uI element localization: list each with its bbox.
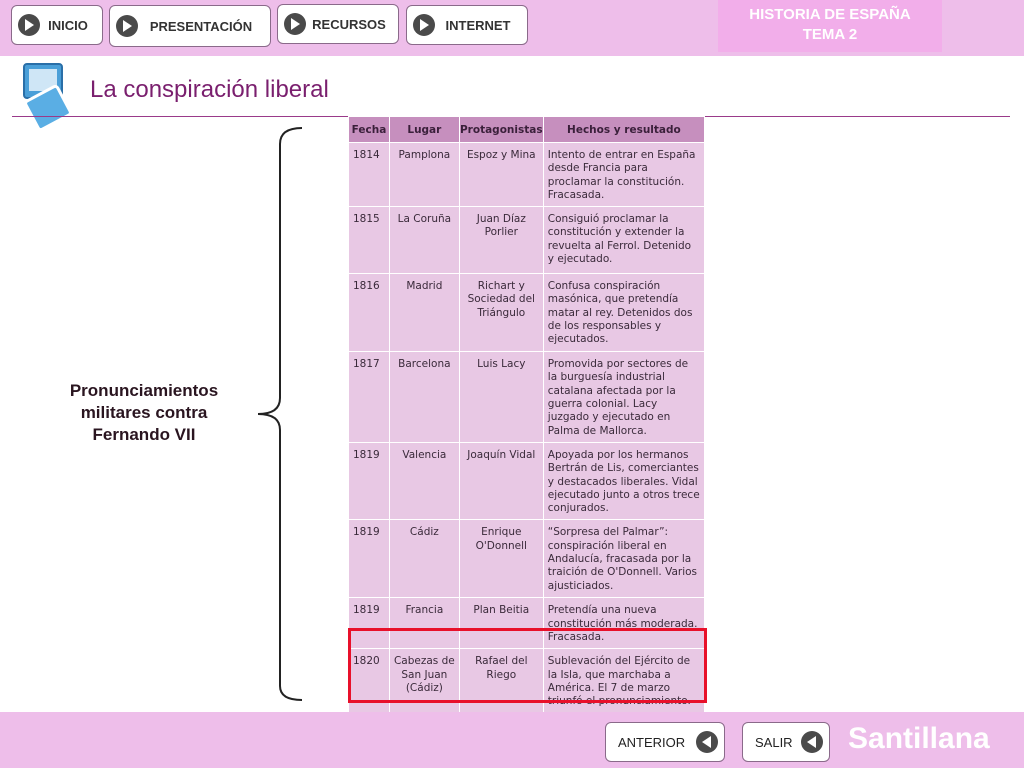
internet-label: INTERNET (445, 17, 511, 33)
play-icon (116, 15, 138, 37)
highlight-box (348, 628, 707, 703)
recursos-label: RECURSOS (312, 16, 386, 32)
cell-hechos: Confusa conspiración masónica, que pretendía matar al rey. Detenidos dos de los responsables y ejecutados. (543, 274, 704, 352)
table-header-row (349, 117, 705, 143)
cell-lugar: Francia (389, 598, 459, 649)
course-unit: TEMA 2 (802, 26, 858, 43)
recursos-button[interactable] (277, 4, 399, 44)
salir-label: SALIR (755, 734, 793, 750)
back-arrow-icon (801, 731, 823, 753)
cell-lugar: Valencia (389, 442, 459, 519)
cell-fecha: 1817 (349, 352, 390, 443)
cell-hechos: Sublevación del Ejército de la Isla, que marchaba a América. El 7 de marzo triunfó el pronunciamiento. (543, 649, 704, 723)
cell-fecha: 1816 (349, 274, 390, 352)
anterior-button[interactable] (605, 722, 725, 762)
cell-protagonistas: Espoz y Mina (459, 143, 543, 207)
cell-hechos: Consiguió proclamar la constitución y extender la revuelta al Ferrol. Detenido y ejecutado. (543, 207, 704, 274)
cell-hechos: Intento de entrar en España desde Francia para proclamar la constitución. Fracasada. (543, 143, 704, 207)
cell-lugar: Cádiz (389, 520, 459, 598)
side-label-line: militares contra (80, 403, 208, 422)
curly-brace-icon (252, 124, 304, 704)
cell-lugar: Cabezas de San Juan (Cádiz) (389, 649, 459, 723)
play-icon (18, 14, 40, 36)
cell-fecha: 1815 (349, 207, 390, 274)
internet-button[interactable] (406, 5, 528, 45)
table-row (349, 520, 705, 598)
cell-fecha: 1819 (349, 442, 390, 519)
course-label (718, 0, 942, 52)
column-header-fecha: Fecha (349, 117, 390, 143)
slides-icon (18, 62, 74, 134)
cell-protagonistas: Luis Lacy (459, 352, 543, 443)
table-row (349, 352, 705, 443)
presentacion-button[interactable] (109, 5, 271, 47)
cell-hechos: Pretendía una nueva constitución más moderada. Fracasada. (543, 598, 704, 649)
play-icon (284, 13, 306, 35)
table-row (349, 143, 705, 207)
cell-fecha: 1819 (349, 598, 390, 649)
cell-fecha: 1814 (349, 143, 390, 207)
cell-protagonistas: Juan Díaz Porlier (459, 207, 543, 274)
cell-hechos: Promovida por sectores de la burguesía industrial catalana afectada por la guerra colonial. Lacy juzgado y ejecutado en Palma de Mallorca. (543, 352, 704, 443)
inicio-button[interactable] (11, 5, 103, 45)
cell-protagonistas: Plan Beitia (459, 598, 543, 649)
cell-fecha: 1820 (349, 649, 390, 723)
cell-fecha: 1819 (349, 520, 390, 598)
play-icon (413, 14, 435, 36)
salir-button[interactable] (742, 722, 830, 762)
cell-lugar: La Coruña (389, 207, 459, 274)
column-header-lugar: Lugar (389, 117, 459, 143)
brand-logo: Santillana (848, 722, 990, 755)
cell-lugar: Pamplona (389, 143, 459, 207)
cell-protagonistas: Enrique O'Donnell (459, 520, 543, 598)
back-arrow-icon (696, 731, 718, 753)
cell-protagonistas: Rafael del Riego (459, 649, 543, 723)
side-label (44, 380, 244, 446)
cell-hechos: “Sorpresa del Palmar”: conspiración liberal en Andalucía, fracasada por la traición de O'Donnell. Varios ajusticiados. (543, 520, 704, 598)
cell-lugar: Madrid (389, 274, 459, 352)
cell-protagonistas: Richart y Sociedad del Triángulo (459, 274, 543, 352)
side-label-line: Pronunciamientos (69, 381, 219, 400)
cell-lugar: Barcelona (389, 352, 459, 443)
column-header-protagonistas: Protagonistas (459, 117, 543, 143)
table-row (349, 442, 705, 519)
cell-protagonistas: Joaquín Vidal (459, 442, 543, 519)
table-row (349, 207, 705, 274)
inicio-label: INICIO (48, 17, 88, 33)
anterior-label: ANTERIOR (618, 734, 686, 750)
presentacion-label: PRESENTACIÓN (149, 18, 253, 34)
column-header-hechos: Hechos y resultado (543, 117, 704, 143)
page-title: La conspiración liberal (90, 76, 329, 103)
table-row (349, 274, 705, 352)
course-title: HISTORIA DE ESPAÑA (749, 6, 911, 23)
side-label-line: Fernando VII (92, 425, 196, 444)
cell-hechos: Apoyada por los hermanos Bertrán de Lis, comerciantes y destacados liberales. Vidal ejecutado junto a otros trece conjurados. (543, 442, 704, 519)
